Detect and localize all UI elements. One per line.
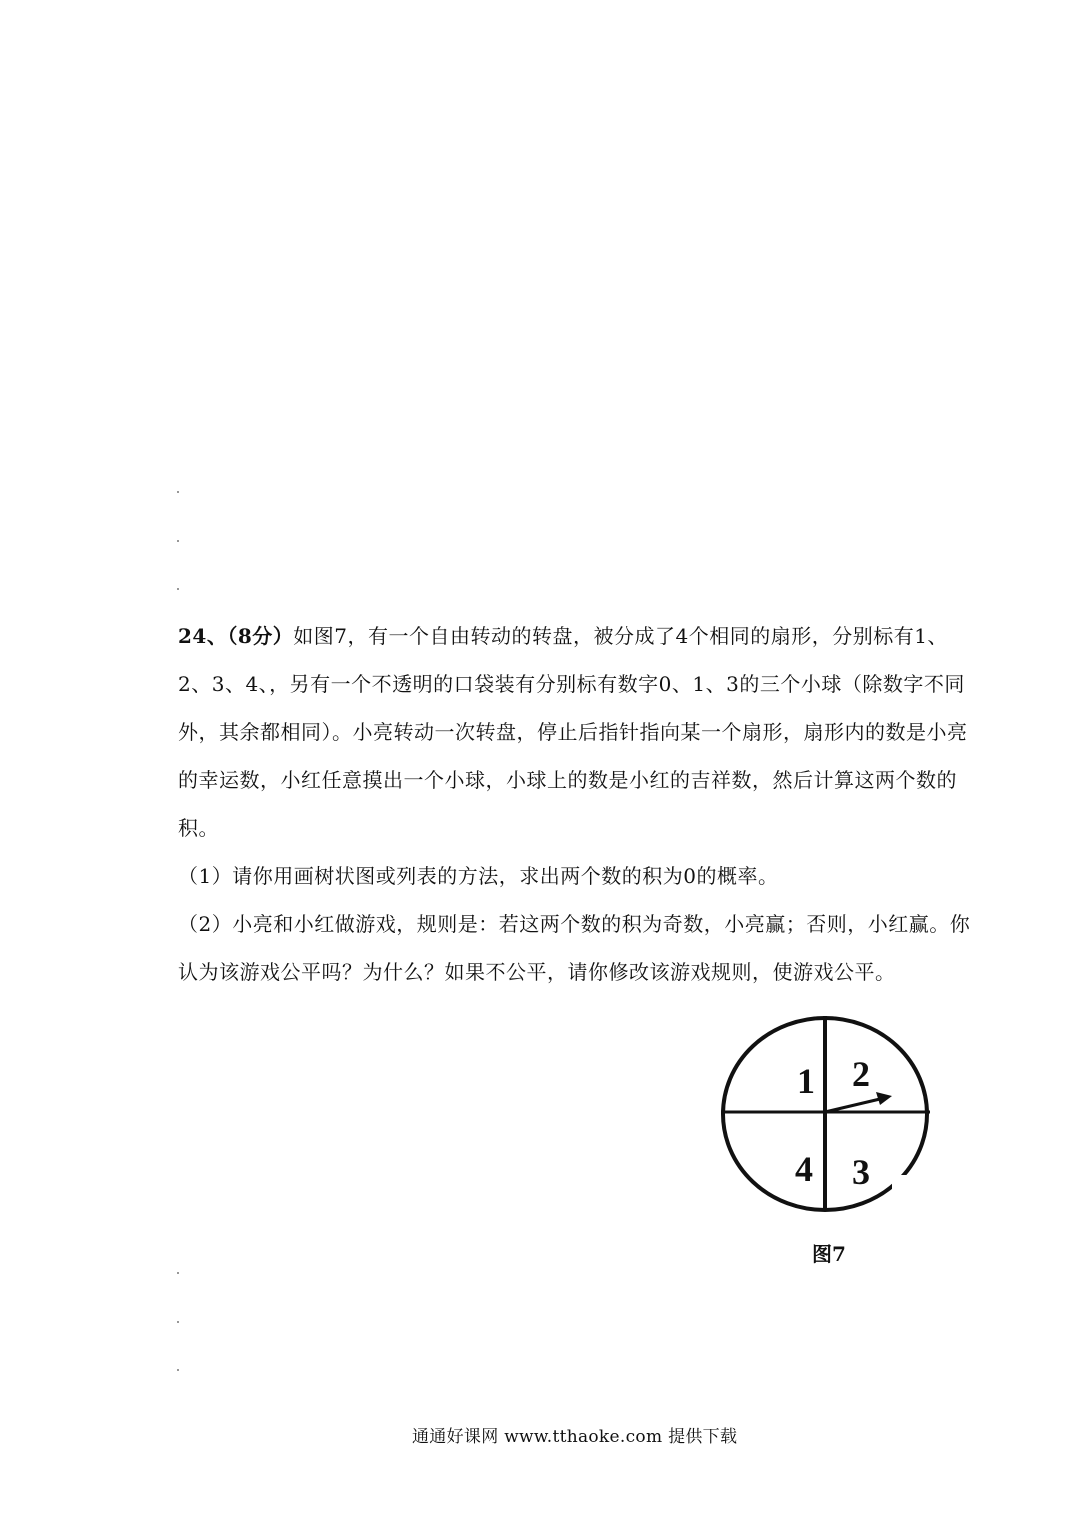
margin-dot — [177, 1272, 179, 1274]
margin-dot — [177, 588, 179, 590]
sector-label-2: 2 — [852, 1054, 870, 1094]
sector-label-3: 3 — [852, 1152, 870, 1192]
margin-dot — [177, 491, 179, 493]
question-intro-text: 如图7，有一个自由转动的转盘，被分成了4个相同的扇形，分别标有1、2、3、4、，另有一个不透明的口袋装有分别标有数字0、1、3的三个小球（除数字不同外，其余都相同）。小亮转动一次转盘，停止后指针指向某一个扇形，扇形内的数是小亮的幸运数，小红任意摸出一个小球，小球上的数是小红的吉祥数，然后计算这两个数的积。 — [178, 624, 968, 840]
spinner-pointer — [825, 1099, 880, 1112]
spinner-pointer-arrowhead — [876, 1092, 892, 1105]
question-intro — [178, 612, 978, 852]
margin-dot — [177, 1321, 179, 1323]
spinner-circle-gap — [892, 1175, 916, 1197]
sector-label-4: 4 — [795, 1149, 813, 1189]
sector-label-1: 1 — [797, 1061, 815, 1101]
margin-dot — [177, 1369, 179, 1371]
question-part-2: （2）小亮和小红做游戏，规则是：若这两个数的积为奇数，小亮赢；否则，小红赢。你认为该游戏公平吗？为什么？如果不公平，请你修改该游戏规则，使游戏公平。 — [178, 912, 971, 984]
question-part-1: （1）请你用画树状图或列表的方法，求出两个数的积为0的概率。 — [178, 864, 779, 888]
figure-caption: 图7 — [812, 1242, 846, 1266]
margin-dot — [177, 540, 179, 542]
question-number: 24、（8分） — [178, 624, 294, 648]
spinner-figure — [716, 1012, 936, 1217]
footer-source: 通通好课网 www.tthaoke.com 提供下载 — [412, 1427, 738, 1447]
question-24 — [178, 612, 978, 996]
